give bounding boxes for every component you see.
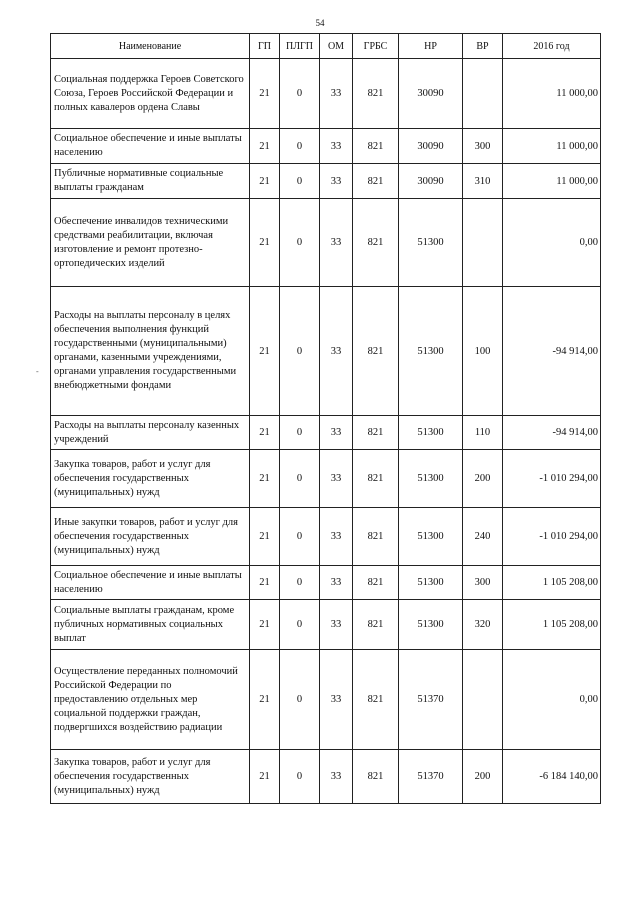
cell-om: 33: [320, 508, 353, 566]
cell-vr: 310: [463, 164, 503, 199]
cell-grbs: 821: [353, 59, 399, 129]
cell-gp: 21: [250, 508, 280, 566]
cell-nr: 51300: [399, 508, 463, 566]
cell-gp: 21: [250, 287, 280, 416]
cell-nr: 51300: [399, 199, 463, 287]
table-row: [51, 566, 601, 600]
cell-nr: 51300: [399, 600, 463, 650]
cell-pgp: 0: [280, 750, 320, 804]
header-pgp: ПЛГП: [280, 34, 320, 59]
table-row: [51, 650, 601, 750]
cell-pgp: 0: [280, 566, 320, 600]
cell-pgp: 0: [280, 416, 320, 450]
cell-pgp: 0: [280, 600, 320, 650]
table-row: [51, 508, 601, 566]
cell-grbs: 821: [353, 164, 399, 199]
cell-nr: 51300: [399, 287, 463, 416]
cell-vr: 320: [463, 600, 503, 650]
cell-gp: 21: [250, 566, 280, 600]
cell-name: Закупка товаров, работ и услуг для обеспечения государственных (муниципальных) нужд: [51, 450, 250, 508]
cell-name: Закупка товаров, работ и услуг для обеспечения государственных (муниципальных) нужд: [51, 750, 250, 804]
cell-nr: 51300: [399, 450, 463, 508]
table-row: [51, 164, 601, 199]
cell-amount: 1 105 208,00: [503, 600, 601, 650]
table-row: [51, 59, 601, 129]
cell-amount: -94 914,00: [503, 416, 601, 450]
header-nr: НР: [399, 34, 463, 59]
cell-vr: 300: [463, 566, 503, 600]
cell-grbs: 821: [353, 129, 399, 164]
cell-gp: 21: [250, 650, 280, 750]
margin-mark: -: [36, 367, 39, 376]
cell-amount: 0,00: [503, 199, 601, 287]
cell-gp: 21: [250, 416, 280, 450]
cell-gp: 21: [250, 750, 280, 804]
cell-pgp: 0: [280, 650, 320, 750]
cell-om: 33: [320, 450, 353, 508]
header-vr: ВР: [463, 34, 503, 59]
cell-om: 33: [320, 164, 353, 199]
cell-name: Публичные нормативные социальные выплаты гражданам: [51, 164, 250, 199]
cell-amount: 11 000,00: [503, 164, 601, 199]
cell-grbs: 821: [353, 450, 399, 508]
cell-om: 33: [320, 199, 353, 287]
cell-vr: [463, 59, 503, 129]
cell-pgp: 0: [280, 164, 320, 199]
cell-om: 33: [320, 129, 353, 164]
header-grbs: ГРБС: [353, 34, 399, 59]
cell-pgp: 0: [280, 450, 320, 508]
cell-vr: [463, 199, 503, 287]
header-gp: ГП: [250, 34, 280, 59]
cell-grbs: 821: [353, 199, 399, 287]
cell-amount: 1 105 208,00: [503, 566, 601, 600]
table-row: [51, 416, 601, 450]
cell-nr: 30090: [399, 59, 463, 129]
cell-grbs: 821: [353, 416, 399, 450]
cell-gp: 21: [250, 59, 280, 129]
cell-om: 33: [320, 59, 353, 129]
cell-nr: 51300: [399, 416, 463, 450]
cell-gp: 21: [250, 600, 280, 650]
cell-nr: 51370: [399, 650, 463, 750]
cell-nr: 30090: [399, 129, 463, 164]
cell-grbs: 821: [353, 750, 399, 804]
cell-vr: 100: [463, 287, 503, 416]
cell-vr: 110: [463, 416, 503, 450]
cell-nr: 51370: [399, 750, 463, 804]
cell-pgp: 0: [280, 287, 320, 416]
cell-name: Социальные выплаты гражданам, кроме публичных нормативных социальных выплат: [51, 600, 250, 650]
cell-gp: 21: [250, 199, 280, 287]
cell-name: Социальное обеспечение и иные выплаты населению: [51, 566, 250, 600]
cell-pgp: 0: [280, 59, 320, 129]
cell-name: Социальная поддержка Героев Советского Союза, Героев Российской Федерации и полных кавалеров ордена Славы: [51, 59, 250, 129]
cell-grbs: 821: [353, 600, 399, 650]
table-row: [51, 287, 601, 416]
cell-vr: [463, 650, 503, 750]
cell-vr: 200: [463, 450, 503, 508]
cell-name: Расходы на выплаты персоналу в целях обеспечения выполнения функций государственными (муниципальными) органами, казенными учреждениями, органами управления государственными внебюджетными фондами: [51, 287, 250, 416]
cell-name: Социальное обеспечение и иные выплаты населению: [51, 129, 250, 164]
page-number: 54: [315, 18, 325, 28]
cell-grbs: 821: [353, 650, 399, 750]
table-row: [51, 600, 601, 650]
cell-amount: -6 184 140,00: [503, 750, 601, 804]
cell-pgp: 0: [280, 129, 320, 164]
cell-amount: -94 914,00: [503, 287, 601, 416]
cell-om: 33: [320, 750, 353, 804]
cell-grbs: 821: [353, 566, 399, 600]
table-row: [51, 199, 601, 287]
cell-om: 33: [320, 566, 353, 600]
table-row: [51, 129, 601, 164]
cell-om: 33: [320, 600, 353, 650]
header-year: 2016 год: [503, 34, 601, 59]
cell-gp: 21: [250, 164, 280, 199]
cell-nr: 30090: [399, 164, 463, 199]
cell-grbs: 821: [353, 508, 399, 566]
cell-pgp: 0: [280, 199, 320, 287]
cell-vr: 300: [463, 129, 503, 164]
cell-name: Обеспечение инвалидов техническими средствами реабилитации, включая изготовление и ремонт протезно-ортопедических изделий: [51, 199, 250, 287]
cell-amount: -1 010 294,00: [503, 508, 601, 566]
cell-vr: 200: [463, 750, 503, 804]
cell-om: 33: [320, 287, 353, 416]
cell-name: Осуществление переданных полномочий Российской Федерации по предоставлению отдельных мер социальной поддержки граждан, подвергшихся воздействию радиации: [51, 650, 250, 750]
cell-vr: 240: [463, 508, 503, 566]
cell-name: Иные закупки товаров, работ и услуг для обеспечения государственных (муниципальных) нужд: [51, 508, 250, 566]
budget-table: [50, 33, 601, 804]
cell-grbs: 821: [353, 287, 399, 416]
cell-amount: -1 010 294,00: [503, 450, 601, 508]
cell-gp: 21: [250, 450, 280, 508]
header-om: ОМ: [320, 34, 353, 59]
cell-gp: 21: [250, 129, 280, 164]
cell-om: 33: [320, 650, 353, 750]
cell-nr: 51300: [399, 566, 463, 600]
header-row: [51, 34, 601, 59]
cell-amount: 0,00: [503, 650, 601, 750]
cell-amount: 11 000,00: [503, 129, 601, 164]
cell-name: Расходы на выплаты персоналу казенных учреждений: [51, 416, 250, 450]
cell-om: 33: [320, 416, 353, 450]
cell-amount: 11 000,00: [503, 59, 601, 129]
header-name: Наименование: [51, 34, 250, 59]
table-row: [51, 750, 601, 804]
cell-pgp: 0: [280, 508, 320, 566]
table-row: [51, 450, 601, 508]
